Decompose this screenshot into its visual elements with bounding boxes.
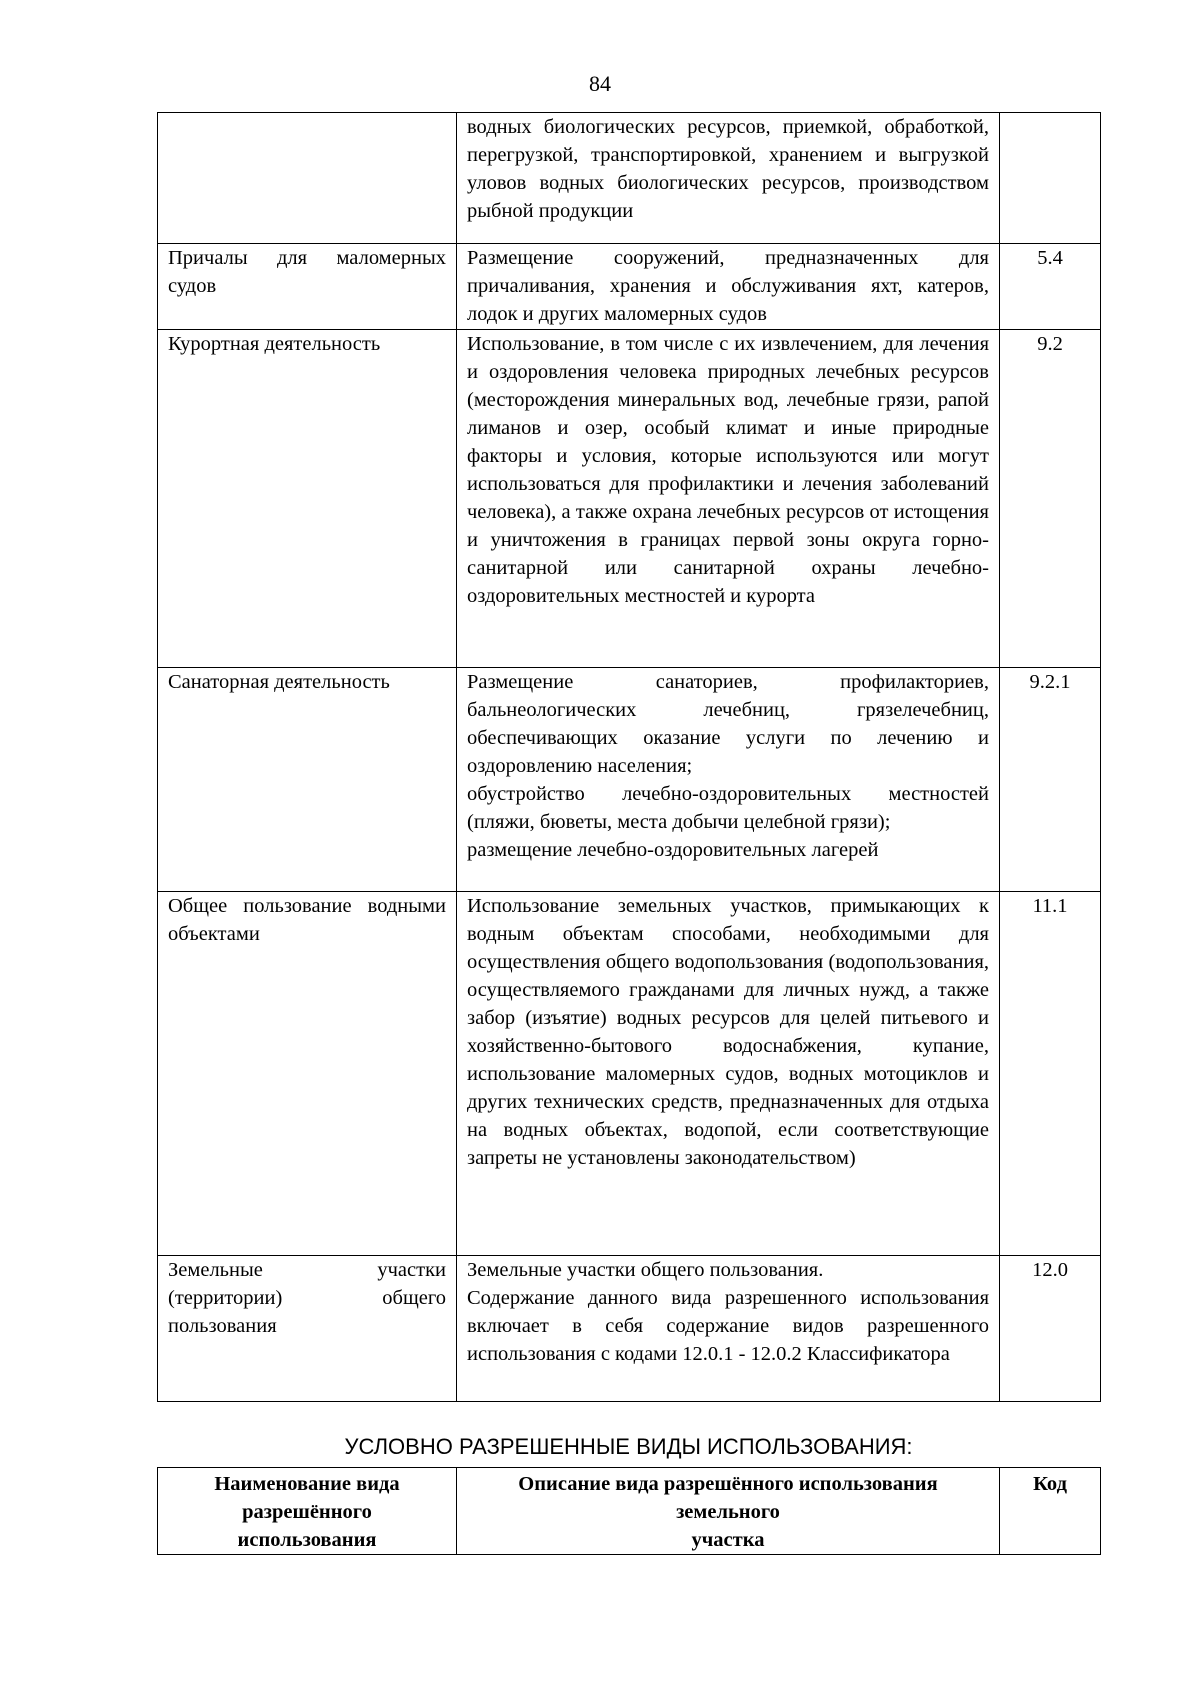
row-description (457, 892, 1000, 1256)
table-row (158, 244, 1101, 330)
row-name: Причалы для маломерных судов (158, 244, 457, 330)
description-paragraph: водных биологических ресурсов, приемкой, обработкой, перегрузкой, транспортировкой, хранением и выгрузкой уловов водных биологических ресурсов, производством рыбной продукции (467, 116, 989, 222)
description-paragraph: Земельные участки общего пользования. (467, 1259, 824, 1281)
description-paragraph: Использование земельных участков, примыкающих к водным объектам способами, необходимыми для осуществления общего водопользования (водопользования, осуществляемого гражданами для личных нужд, а также забор (изъятие) водных ресурсов для целей питьевого и хозяйственно-бытового водоснабжения, купание, использование маломерных судов, водных мотоциклов и других технических средств, предназначенных для отдыха на водных объектах, водопой, если соответствующие запреты не установлены законодательством) (467, 895, 989, 1169)
row-code: 12.0 (1000, 1256, 1101, 1402)
column-header-name: Наименование вида разрешённого использования (158, 1468, 457, 1555)
table-row (158, 113, 1101, 244)
row-code: 9.2.1 (1000, 668, 1101, 892)
conditional-uses-table-header (157, 1467, 1101, 1555)
table-row (158, 892, 1101, 1256)
row-description (457, 1256, 1000, 1402)
row-code: 11.1 (1000, 892, 1101, 1256)
row-name: Общее пользование водными объектами (158, 892, 457, 1256)
table-row (158, 330, 1101, 668)
land-use-table (157, 112, 1101, 1402)
row-code: 9.2 (1000, 330, 1101, 668)
row-name: Курортная деятельность (158, 330, 457, 668)
table-row (158, 668, 1101, 892)
row-name: Земельные участки (территории) общего пользования (158, 1256, 457, 1402)
header-row (158, 1468, 1101, 1555)
page-number: 84 (589, 71, 611, 96)
row-code (1000, 113, 1101, 244)
row-name (158, 113, 457, 244)
description-paragraph: размещение лечебно-оздоровительных лагерей (467, 839, 879, 861)
row-description (457, 244, 1000, 330)
row-code: 5.4 (1000, 244, 1101, 330)
description-paragraph: Размещение сооружений, предназначенных для причаливания, хранения и обслуживания яхт, катеров, лодок и других маломерных судов (467, 247, 989, 325)
description-paragraph: Использование, в том числе с их извлечением, для лечения и оздоровления человека природных лечебных ресурсов (месторождения минеральных вод, лечебные грязи, рапой лиманов и озер, особый климат и иные природные факторы и условия, которые используются или могут использоваться для профилактики и лечения заболеваний человека), а также охрана лечебных ресурсов от истощения и уничтожения в границах первой зоны округа горно-санитарной или санитарной охраны лечебно-оздоровительных местностей и курорта (467, 333, 989, 607)
description-paragraph: Размещение санаториев, профилакториев, бальнеологических лечебниц, грязелечебниц, обеспечивающих оказание услуги по лечению и оздоровлению населения; (467, 671, 989, 777)
column-header-code: Код (1000, 1468, 1101, 1555)
row-name: Санаторная деятельность (158, 668, 457, 892)
row-description (457, 330, 1000, 668)
description-paragraph: обустройство лечебно-оздоровительных местностей (пляжи, бюветы, места добычи целебной грязи); (467, 783, 989, 833)
row-description (457, 668, 1000, 892)
column-header-description: Описание вида разрешённого использования земельного участка (457, 1468, 1000, 1555)
section-title: УСЛОВНО РАЗРЕШЕННЫЕ ВИДЫ ИСПОЛЬЗОВАНИЯ: (344, 1434, 913, 1459)
description-paragraph: Содержание данного вида разрешенного использования включает в себя содержание видов разрешенного использования с кодами 12.0.1 - 12.0.2 Классификатора (467, 1287, 989, 1365)
table-row (158, 1256, 1101, 1402)
row-description (457, 113, 1000, 244)
